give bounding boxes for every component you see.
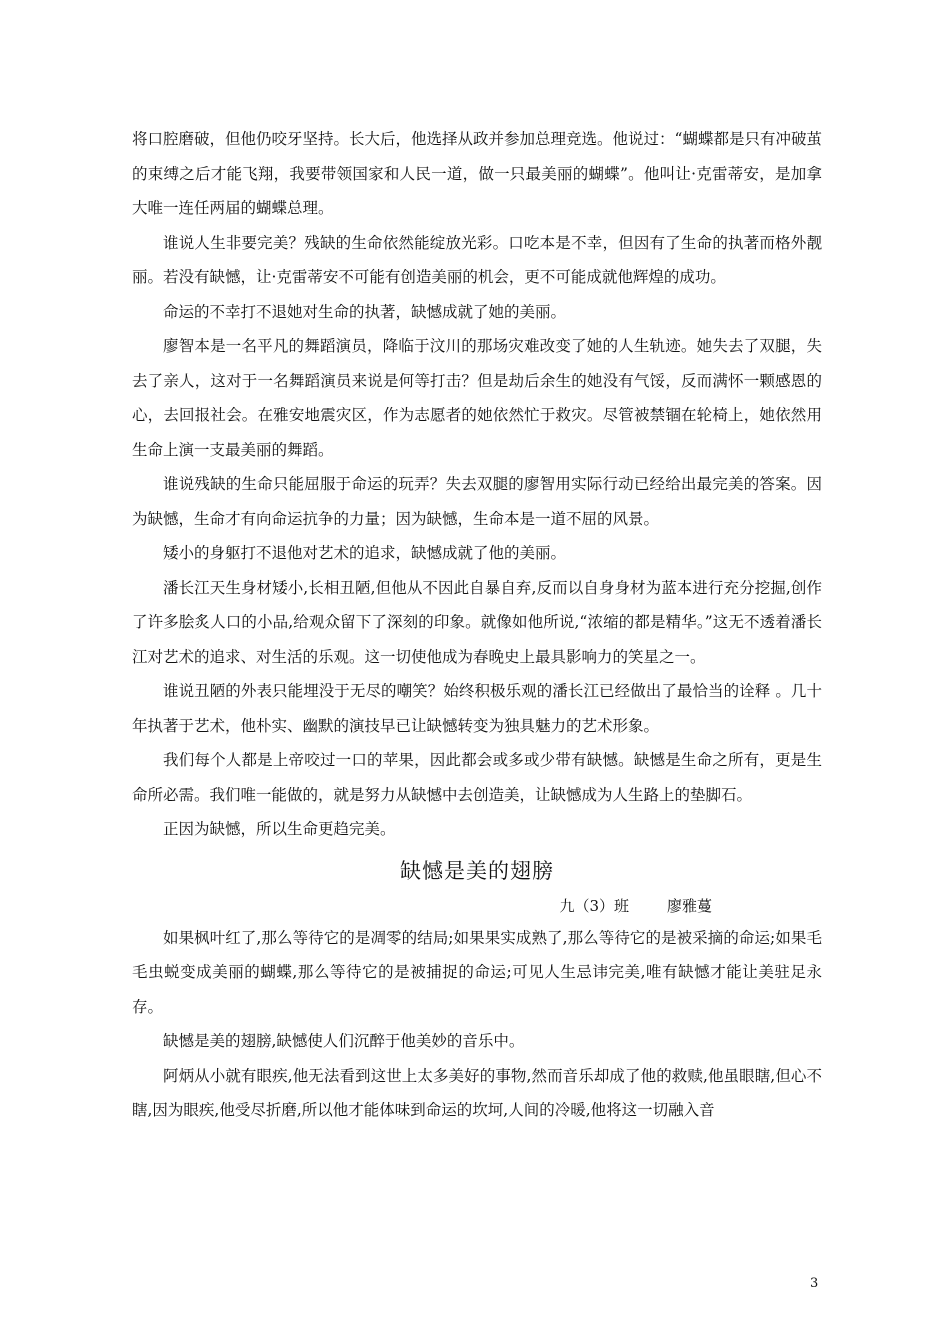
paragraph: 我们每个人都是上帝咬过一口的苹果，因此都会或多或少带有缺憾。缺憾是生命之所有，更是生命所必需。我们唯一能做的，就是努力从缺憾中去创造美，让缺憾成为人生路上的垫脚石。: [132, 751, 822, 804]
class-name: 九（3）班: [559, 896, 629, 915]
essay-title: 缺憾是美的翅膀: [400, 858, 554, 883]
paragraph: 谁说丑陋的外表只能埋没于无尽的嘲笑？始终积极乐观的潘长江已经做出了最恰当的诠释 。几十年执著于艺术，他朴实、幽默的演技早已让缺憾转变为独具魅力的艺术形象。: [132, 682, 822, 735]
author-name: 廖雅蔓: [666, 896, 712, 915]
paragraph: 将口腔磨破，但他仍咬牙坚持。长大后，他选择从政并参加总理竞选。他说过：“蝴蝶都是只有冲破茧的束缚之后才能飞翔，我要带领国家和人民一道，做一只最美丽的蝴蝶”。他叫让·克雷蒂安，是加拿大唯一连任两届的蝴蝶总理。: [132, 130, 822, 217]
paragraph: 矮小的身躯打不退他对艺术的追求，缺憾成就了他的美丽。: [163, 544, 567, 562]
paragraph: 谁说残缺的生命只能屈服于命运的玩弄？失去双腿的廖智用实际行动已经给出最完美的答案。因为缺憾，生命才有向命运抗争的力量；因为缺憾，生命本是一道不屈的风景。: [132, 475, 822, 528]
page-number: 3: [810, 1276, 819, 1291]
document-body: [132, 122, 822, 1128]
paragraph: 命运的不幸打不退她对生命的执著，缺憾成就了她的美丽。: [163, 302, 567, 321]
paragraph: 潘长江天生身材矮小,长相丑陋,但他从不因此自暴自弃,反而以自身身材为蓝本进行充分挖掘,创作了许多脍炙人口的小品,给观众留下了深刻的印象。就像如他所说,“浓缩的都是精华。”这无不透着潘长江对艺术的追求、对生活的乐观。这一切使他成为春晚史上最具影响力的笑星之一。: [132, 578, 822, 666]
byline: [132, 891, 822, 921]
paragraph: 正因为缺憾，所以生命更趋完美。: [163, 820, 396, 838]
paragraph: 如果枫叶红了,那么等待它的是凋零的结局;如果果实成熟了,那么等待它的是被采摘的命运;如果毛毛虫蜕变成美丽的蝴蝶,那么等待它的是被捕捉的命运;可见人生忌讳完美,唯有缺憾才能让美驻足永存。: [132, 928, 822, 1016]
paragraph: 谁说人生非要完美？残缺的生命依然能绽放光彩。口吃本是不幸，但因有了生命的执著而格外靓丽。若没有缺憾，让·克雷蒂安不可能有创造美丽的机会，更不可能成就他辉煌的成功。: [132, 233, 822, 286]
paragraph: 阿炳从小就有眼疾,他无法看到这世上太多美好的事物,然而音乐却成了他的救赎,他虽眼瞎,但心不瞎,因为眼疾,他受尽折磨,所以他才能体味到命运的坎坷,人间的冷暖,他将这一切融入音: [132, 1066, 822, 1119]
paragraph: 廖智本是一名平凡的舞蹈演员，降临于汶川的那场灾难改变了她的人生轨迹。她失去了双腿，失去了亲人，这对于一名舞蹈演员来说是何等打击？但是劫后余生的她没有气馁，反而满怀一颗感恩的心，去回报社会。在雅安地震灾区，作为志愿者的她依然忙于救灾。尽管被禁锢在轮椅上，她依然用生命上演一支最美丽的舞蹈。: [132, 337, 822, 459]
paragraph: 缺憾是美的翅膀,缺憾使人们沉醉于他美妙的音乐中。: [163, 1032, 525, 1050]
